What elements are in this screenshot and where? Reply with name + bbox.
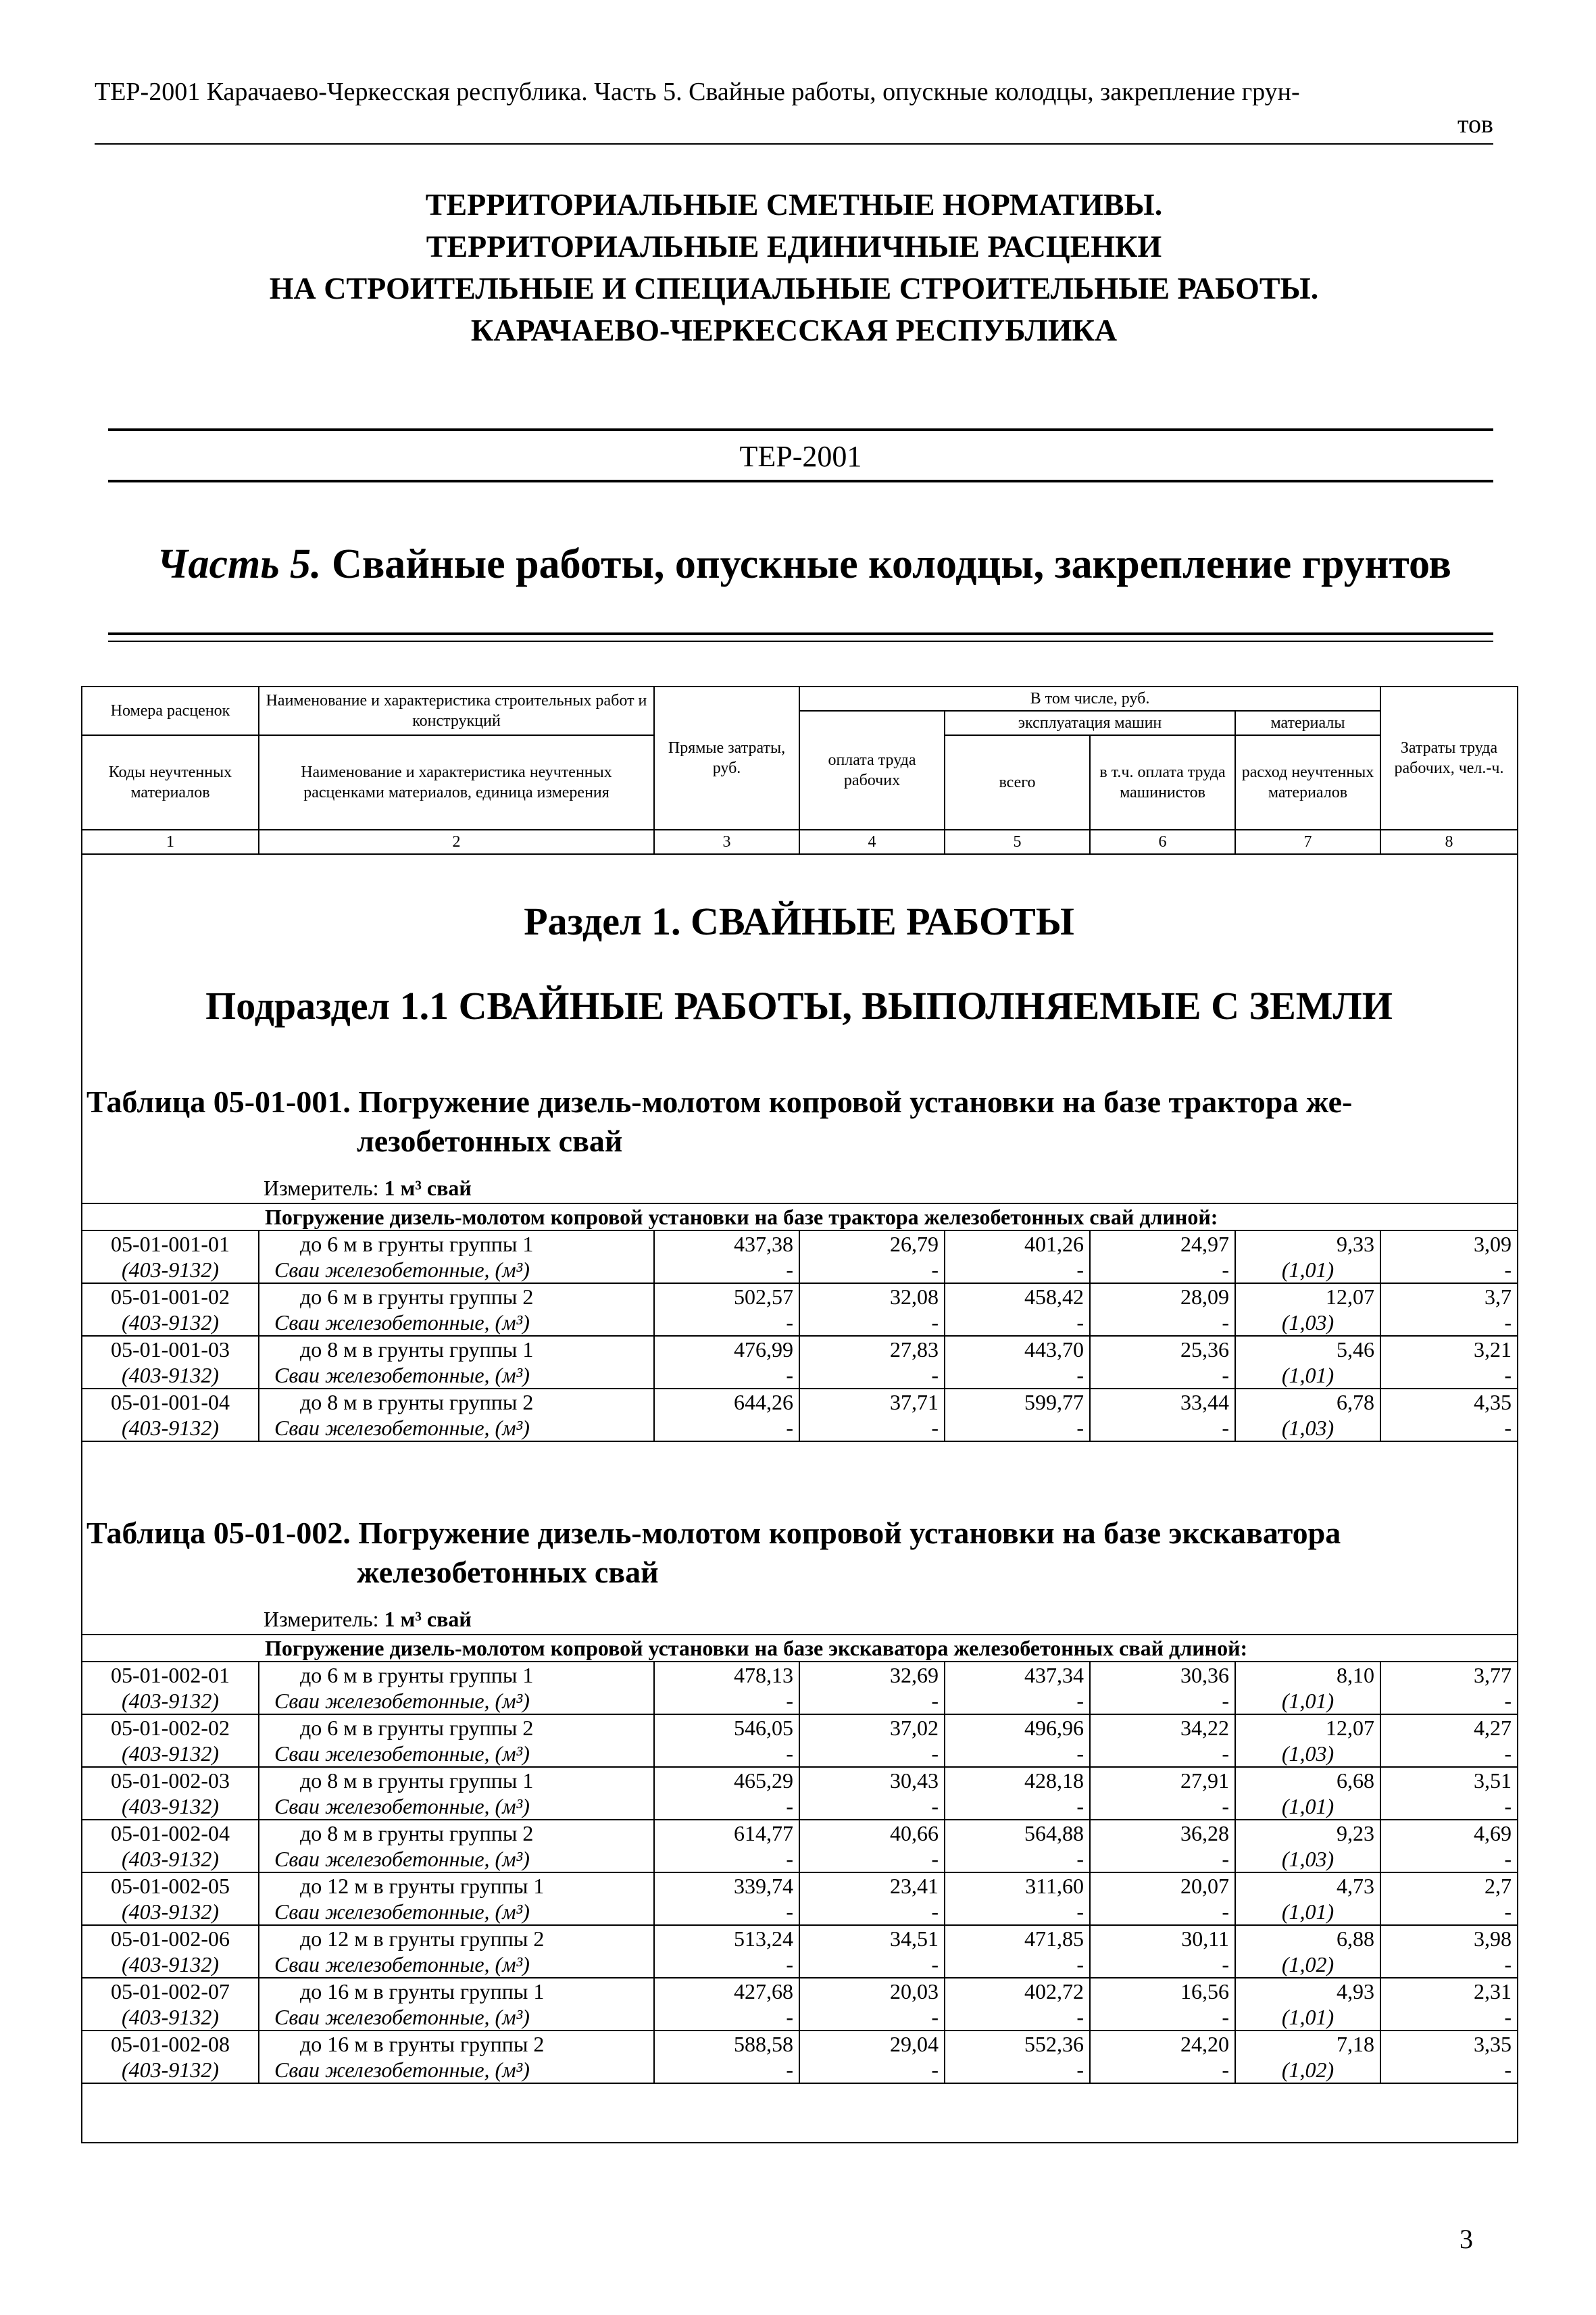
col1-bottom-header: Коды неучтенных материалов (82, 735, 259, 830)
material-code: (403-9132) (82, 2004, 259, 2031)
material-row (82, 1951, 1518, 1978)
direct-cost: 588,58 (654, 2031, 799, 2057)
col-num-5: 5 (945, 830, 1090, 854)
table-row (82, 1767, 1518, 1793)
rate-code: 05-01-002-07 (82, 1978, 259, 2004)
rate-code: 05-01-002-02 (82, 1714, 259, 1741)
material-row (82, 1362, 1518, 1389)
material-hours: - (1380, 1415, 1518, 1441)
material-row (82, 1846, 1518, 1872)
material-consumption: (1,03) (1235, 1310, 1380, 1336)
material-direct: - (654, 1688, 799, 1714)
material-name: Сваи железобетонные, (м³) (259, 1951, 654, 1978)
group-caption-row (82, 1635, 1518, 1662)
material-machines: - (945, 1257, 1090, 1283)
material-operators: - (1090, 1688, 1235, 1714)
document-code: ТЕР-2001 (739, 440, 862, 473)
material-name: Сваи железобетонные, (м³) (259, 1793, 654, 1820)
material-operators: - (1090, 1741, 1235, 1767)
col-num-2: 2 (259, 830, 654, 854)
table2-measure (264, 1607, 472, 1632)
work-name: до 6 м в грунты группы 1 (259, 1230, 654, 1257)
table-row (82, 1336, 1518, 1362)
work-name: до 16 м в грунты группы 2 (259, 2031, 654, 2057)
material-labor: - (799, 1793, 945, 1820)
machines-total: 496,96 (945, 1714, 1090, 1741)
materials-cost: 9,33 (1235, 1230, 1380, 1257)
title-line-2: ТЕРРИТОРИАЛЬНЫЕ ЕДИНИЧНЫЕ РАСЦЕНКИ (426, 229, 1162, 264)
material-operators: - (1090, 1899, 1235, 1925)
rate-code: 05-01-001-01 (82, 1230, 259, 1257)
labor-hours: 3,09 (1380, 1230, 1518, 1257)
materials-cost: 7,18 (1235, 2031, 1380, 2057)
material-row (82, 1741, 1518, 1767)
material-labor: - (799, 2057, 945, 2083)
table1-measure-label: Измеритель: (264, 1176, 384, 1200)
material-code: (403-9132) (82, 1257, 259, 1283)
material-row (82, 1310, 1518, 1336)
group-caption-row (82, 1203, 1518, 1230)
code-rule-bottom (108, 480, 1493, 482)
machines-total: 564,88 (945, 1820, 1090, 1846)
table-row (82, 1978, 1518, 2004)
material-code: (403-9132) (82, 1688, 259, 1714)
material-hours: - (1380, 1257, 1518, 1283)
incl-header: В том числе, руб. (799, 687, 1380, 711)
material-direct: - (654, 1362, 799, 1389)
direct-cost: 546,05 (654, 1714, 799, 1741)
machines-header: эксплуатация машин (945, 711, 1235, 735)
machines-total: 401,26 (945, 1230, 1090, 1257)
labor-pay: 29,04 (799, 2031, 945, 2057)
operators-pay: 30,11 (1090, 1925, 1235, 1951)
material-machines: - (945, 1415, 1090, 1441)
materials-cost: 4,73 (1235, 1872, 1380, 1899)
work-name: до 12 м в грунты группы 1 (259, 1872, 654, 1899)
material-labor: - (799, 1362, 945, 1389)
material-consumption: (1,01) (1235, 2004, 1380, 2031)
operators-pay: 33,44 (1090, 1389, 1235, 1415)
material-machines: - (945, 1362, 1090, 1389)
table1-caption (86, 1082, 1512, 1161)
material-machines: - (945, 2057, 1090, 2083)
material-consumption: (1,01) (1235, 1899, 1380, 1925)
machines-total: 552,36 (945, 2031, 1090, 2057)
section-title: Раздел 1. СВАЙНЫЕ РАБОТЫ (524, 899, 1074, 943)
material-direct: - (654, 1310, 799, 1336)
material-direct: - (654, 1415, 799, 1441)
col1-top-header: Номера расценок (82, 687, 259, 735)
material-row (82, 2004, 1518, 2031)
material-code: (403-9132) (82, 1951, 259, 1978)
material-code: (403-9132) (82, 1310, 259, 1336)
operators-pay: 28,09 (1090, 1283, 1235, 1310)
labor-pay: 23,41 (799, 1872, 945, 1899)
material-hours: - (1380, 1741, 1518, 1767)
group-caption: Погружение дизель-молотом копровой установки на базе экскаватора железобетонных свай длиной: (82, 1635, 1518, 1662)
col8-header: Затраты труда рабочих, чел.-ч. (1380, 687, 1518, 830)
operators-pay: 16,56 (1090, 1978, 1235, 2004)
part-name: Свайные работы, опускные колодцы, закрепление грунтов (332, 541, 1451, 587)
operators-pay: 20,07 (1090, 1872, 1235, 1899)
material-code: (403-9132) (82, 1362, 259, 1389)
labor-pay: 37,71 (799, 1389, 945, 1415)
labor-pay: 32,69 (799, 1662, 945, 1688)
operators-pay: 24,97 (1090, 1230, 1235, 1257)
materials-unaccounted-header: расход неучтенных материалов (1235, 735, 1380, 830)
machines-total: 428,18 (945, 1767, 1090, 1793)
table-row (82, 1872, 1518, 1899)
operators-pay: 25,36 (1090, 1336, 1235, 1362)
rate-code: 05-01-002-05 (82, 1872, 259, 1899)
material-direct: - (654, 1951, 799, 1978)
material-name: Сваи железобетонные, (м³) (259, 2057, 654, 2083)
table1-caption-line1: Таблица 05-01-001. Погружение дизель-молотом копровой установки на базе трактора же- (86, 1085, 1353, 1119)
table1-measure-value: 1 м³ свай (384, 1176, 472, 1200)
machines-total: 458,42 (945, 1283, 1090, 1310)
material-operators: - (1090, 1415, 1235, 1441)
material-row (82, 1688, 1518, 1714)
table2-caption-line1: Таблица 05-01-002. Погружение дизель-молотом копровой установки на базе экскаватора (86, 1516, 1341, 1550)
material-operators: - (1090, 1951, 1235, 1978)
material-code: (403-9132) (82, 1741, 259, 1767)
material-machines: - (945, 1310, 1090, 1336)
rate-code: 05-01-001-04 (82, 1389, 259, 1415)
direct-cost: 513,24 (654, 1925, 799, 1951)
header-rule (95, 143, 1493, 145)
material-consumption: (1,01) (1235, 1362, 1380, 1389)
direct-cost: 437,38 (654, 1230, 799, 1257)
rate-code: 05-01-002-06 (82, 1925, 259, 1951)
material-direct: - (654, 2004, 799, 2031)
material-consumption: (1,03) (1235, 1415, 1380, 1441)
col2-top-header: Наименование и характеристика строительных работ и конструкций (259, 687, 654, 735)
table1-caption-line2: лезобетонных свай (357, 1124, 623, 1158)
machines-total: 599,77 (945, 1389, 1090, 1415)
material-labor: - (799, 1951, 945, 1978)
rates-table-05-01-001 (81, 1203, 1518, 1442)
materials-cost: 6,68 (1235, 1767, 1380, 1793)
work-name: до 6 м в грунты группы 1 (259, 1662, 654, 1688)
labor-pay: 37,02 (799, 1714, 945, 1741)
operators-pay: 34,22 (1090, 1714, 1235, 1741)
material-direct: - (654, 1899, 799, 1925)
code-rule-top (108, 428, 1493, 431)
labor-pay-header: оплата труда рабочих (799, 711, 945, 830)
direct-cost: 476,99 (654, 1336, 799, 1362)
material-hours: - (1380, 1951, 1518, 1978)
material-labor: - (799, 1310, 945, 1336)
work-name: до 8 м в грунты группы 2 (259, 1820, 654, 1846)
material-consumption: (1,03) (1235, 1846, 1380, 1872)
material-operators: - (1090, 2004, 1235, 2031)
table-row (82, 1714, 1518, 1741)
labor-pay: 30,43 (799, 1767, 945, 1793)
material-name: Сваи железобетонные, (м³) (259, 1688, 654, 1714)
table-row (82, 1389, 1518, 1415)
labor-pay: 20,03 (799, 1978, 945, 2004)
labor-hours: 2,7 (1380, 1872, 1518, 1899)
rate-code: 05-01-001-03 (82, 1336, 259, 1362)
material-direct: - (654, 1741, 799, 1767)
title-line-3: НА СТРОИТЕЛЬНЫЕ И СПЕЦИАЛЬНЫЕ СТРОИТЕЛЬНЫЕ РАБОТЫ. (269, 271, 1319, 305)
labor-hours: 3,77 (1380, 1662, 1518, 1688)
table2-caption (86, 1514, 1512, 1592)
material-labor: - (799, 1846, 945, 1872)
work-name: до 6 м в грунты группы 2 (259, 1714, 654, 1741)
direct-cost: 478,13 (654, 1662, 799, 1688)
labor-hours: 3,21 (1380, 1336, 1518, 1362)
rate-code: 05-01-002-04 (82, 1820, 259, 1846)
labor-hours: 3,7 (1380, 1283, 1518, 1310)
material-direct: - (654, 2057, 799, 2083)
work-name: до 8 м в грунты группы 1 (259, 1767, 654, 1793)
labor-hours: 3,98 (1380, 1925, 1518, 1951)
materials-cost: 12,07 (1235, 1714, 1380, 1741)
material-code: (403-9132) (82, 1415, 259, 1441)
work-name: до 16 м в грунты группы 1 (259, 1978, 654, 2004)
operators-pay: 30,36 (1090, 1662, 1235, 1688)
material-operators: - (1090, 1846, 1235, 1872)
table-row (82, 1925, 1518, 1951)
material-operators: - (1090, 1793, 1235, 1820)
material-direct: - (654, 1846, 799, 1872)
rate-code: 05-01-002-08 (82, 2031, 259, 2057)
operators-pay: 36,28 (1090, 1820, 1235, 1846)
title-line-1: ТЕРРИТОРИАЛЬНЫЕ СМЕТНЫЕ НОРМАТИВЫ. (425, 187, 1163, 222)
material-row (82, 1899, 1518, 1925)
rates-table-05-01-002 (81, 1634, 1518, 2084)
col-num-1: 1 (82, 830, 259, 854)
material-direct: - (654, 1793, 799, 1820)
material-code: (403-9132) (82, 1793, 259, 1820)
material-labor: - (799, 2004, 945, 2031)
material-operators: - (1090, 1310, 1235, 1336)
material-labor: - (799, 1257, 945, 1283)
col-num-3: 3 (654, 830, 799, 854)
labor-pay: 27,83 (799, 1336, 945, 1362)
materials-header: материалы (1235, 711, 1380, 735)
direct-cost: 644,26 (654, 1389, 799, 1415)
table-row (82, 1820, 1518, 1846)
direct-cost: 614,77 (654, 1820, 799, 1846)
material-machines: - (945, 1793, 1090, 1820)
material-code: (403-9132) (82, 2057, 259, 2083)
material-labor: - (799, 1899, 945, 1925)
material-hours: - (1380, 1362, 1518, 1389)
work-name: до 8 м в грунты группы 2 (259, 1389, 654, 1415)
material-operators: - (1090, 1362, 1235, 1389)
labor-hours: 2,31 (1380, 1978, 1518, 2004)
machines-total: 443,70 (945, 1336, 1090, 1362)
material-hours: - (1380, 2004, 1518, 2031)
materials-cost: 4,93 (1235, 1978, 1380, 2004)
operators-pay: 27,91 (1090, 1767, 1235, 1793)
material-labor: - (799, 1415, 945, 1441)
table2-caption-line2: железобетонных свай (357, 1555, 659, 1589)
material-hours: - (1380, 1793, 1518, 1820)
direct-cost: 427,68 (654, 1978, 799, 2004)
col-num-8: 8 (1380, 830, 1518, 854)
running-header: ТЕР-2001 Карачаево-Черкесская республика. Часть 5. Свайные работы, опускные колодцы, закрепление грун- (95, 78, 1300, 106)
part-rule-2 (108, 641, 1493, 642)
work-name: до 12 м в грунты группы 2 (259, 1925, 654, 1951)
table1-measure (264, 1176, 472, 1201)
table2-measure-label: Измеритель: (264, 1607, 384, 1631)
materials-cost: 6,78 (1235, 1389, 1380, 1415)
material-name: Сваи железобетонные, (м³) (259, 1899, 654, 1925)
labor-pay: 34,51 (799, 1925, 945, 1951)
col-num-4: 4 (799, 830, 945, 854)
material-hours: - (1380, 1899, 1518, 1925)
material-machines: - (945, 1846, 1090, 1872)
direct-cost: 502,57 (654, 1283, 799, 1310)
rate-code: 05-01-001-02 (82, 1283, 259, 1310)
machines-total: 402,72 (945, 1978, 1090, 2004)
material-machines: - (945, 1951, 1090, 1978)
material-code: (403-9132) (82, 1846, 259, 1872)
labor-hours: 4,35 (1380, 1389, 1518, 1415)
materials-cost: 6,88 (1235, 1925, 1380, 1951)
material-consumption: (1,01) (1235, 1688, 1380, 1714)
material-code: (403-9132) (82, 1899, 259, 1925)
material-consumption: (1,03) (1235, 1741, 1380, 1767)
labor-pay: 26,79 (799, 1230, 945, 1257)
labor-hours: 4,27 (1380, 1714, 1518, 1741)
material-consumption: (1,02) (1235, 2057, 1380, 2083)
material-hours: - (1380, 1310, 1518, 1336)
material-consumption: (1,01) (1235, 1257, 1380, 1283)
work-name: до 6 м в грунты группы 2 (259, 1283, 654, 1310)
material-machines: - (945, 2004, 1090, 2031)
part-rule-1 (108, 632, 1493, 635)
machines-total: 311,60 (945, 1872, 1090, 1899)
material-name: Сваи железобетонные, (м³) (259, 1741, 654, 1767)
material-row (82, 1415, 1518, 1441)
title-line-4: КАРАЧАЕВО-ЧЕРКЕССКАЯ РЕСПУБЛИКА (470, 313, 1118, 347)
material-operators: - (1090, 1257, 1235, 1283)
material-machines: - (945, 1899, 1090, 1925)
direct-cost: 465,29 (654, 1767, 799, 1793)
material-name: Сваи железобетонные, (м³) (259, 1257, 654, 1283)
labor-pay: 40,66 (799, 1820, 945, 1846)
part-label: Часть 5. (157, 541, 322, 587)
group-caption: Погружение дизель-молотом копровой установки на базе трактора железобетонных свай длиной: (82, 1203, 1518, 1230)
running-header-tail: тов (1457, 110, 1493, 139)
col3-header: Прямые затраты, руб. (654, 687, 799, 830)
direct-cost: 339,74 (654, 1872, 799, 1899)
column-header-table (81, 686, 1518, 855)
material-labor: - (799, 1688, 945, 1714)
material-hours: - (1380, 2057, 1518, 2083)
material-row (82, 2057, 1518, 2083)
machines-total: 437,34 (945, 1662, 1090, 1688)
material-labor: - (799, 1741, 945, 1767)
materials-cost: 12,07 (1235, 1283, 1380, 1310)
subsection-title: Подраздел 1.1 СВАЙНЫЕ РАБОТЫ, ВЫПОЛНЯЕМЫЕ С ЗЕМЛИ (205, 984, 1393, 1028)
table2-measure-value: 1 м³ свай (384, 1607, 472, 1631)
material-consumption: (1,01) (1235, 1793, 1380, 1820)
materials-cost: 9,23 (1235, 1820, 1380, 1846)
labor-hours: 4,69 (1380, 1820, 1518, 1846)
material-name: Сваи железобетонные, (м³) (259, 1846, 654, 1872)
part-title (95, 541, 1514, 589)
machines-total: 471,85 (945, 1925, 1090, 1951)
material-operators: - (1090, 2057, 1235, 2083)
material-direct: - (654, 1257, 799, 1283)
material-name: Сваи железобетонные, (м³) (259, 1415, 654, 1441)
page-number: 3 (1460, 2224, 1473, 2254)
work-name: до 8 м в грунты группы 1 (259, 1336, 654, 1362)
table-row (82, 1230, 1518, 1257)
material-consumption: (1,02) (1235, 1951, 1380, 1978)
col-num-7: 7 (1235, 830, 1380, 854)
material-name: Сваи железобетонные, (м³) (259, 2004, 654, 2031)
labor-pay: 32,08 (799, 1283, 945, 1310)
table-row (82, 2031, 1518, 2057)
material-hours: - (1380, 1846, 1518, 1872)
material-machines: - (945, 1741, 1090, 1767)
material-row (82, 1793, 1518, 1820)
col2-bottom-header: Наименование и характеристика неучтенных расценками материалов, единица измерения (259, 735, 654, 830)
machines-operators-header: в т.ч. оплата труда машинистов (1090, 735, 1235, 830)
material-name: Сваи железобетонные, (м³) (259, 1362, 654, 1389)
rate-code: 05-01-002-03 (82, 1767, 259, 1793)
labor-hours: 3,51 (1380, 1767, 1518, 1793)
table-row (82, 1662, 1518, 1688)
material-name: Сваи железобетонные, (м³) (259, 1310, 654, 1336)
material-row (82, 1257, 1518, 1283)
material-hours: - (1380, 1688, 1518, 1714)
rate-code: 05-01-002-01 (82, 1662, 259, 1688)
material-machines: - (945, 1688, 1090, 1714)
machines-total-header: всего (945, 735, 1090, 830)
labor-hours: 3,35 (1380, 2031, 1518, 2057)
materials-cost: 8,10 (1235, 1662, 1380, 1688)
col-num-6: 6 (1090, 830, 1235, 854)
table-row (82, 1283, 1518, 1310)
materials-cost: 5,46 (1235, 1336, 1380, 1362)
operators-pay: 24,20 (1090, 2031, 1235, 2057)
